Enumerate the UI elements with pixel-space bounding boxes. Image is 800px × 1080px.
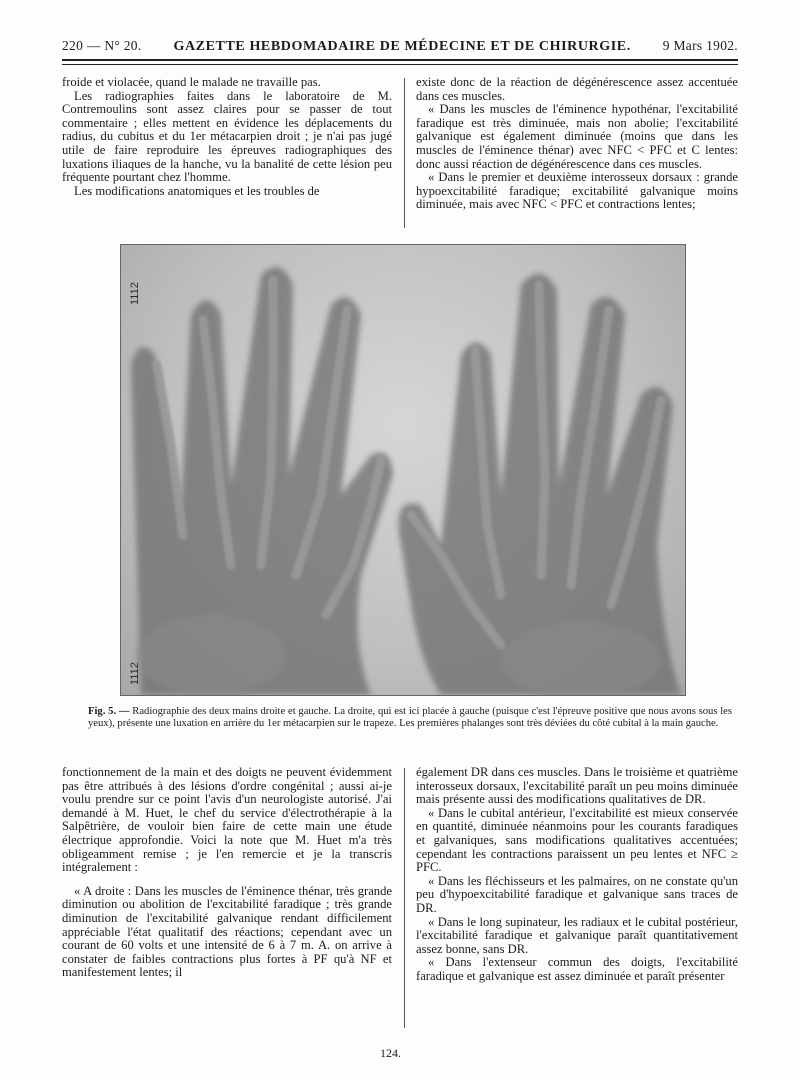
paragraph: fonctionnement de la main et des doigts ne peuvent évidemment pas être attribués à des lésions d'ordre congénital ; aussi ai-je voulu prendre sur ce point l'avis d'un neurologiste autorisé. J'ai demandé à M. Huet, le chef du service d'électrothérapie à la Salpêtrière, de vouloir bien faire de cette main une étude électrique approfondie. Voici la note que M. Huet m'a très obligeamment remise ; je l'en remercie et je la transcris intégralement :: [62, 766, 392, 875]
paragraph: « Dans le long supinateur, les radiaux et le cubital postérieur, l'excitabilité faradique et galvanique paraît quantitativement assez bonne, sans DR.: [416, 914, 738, 956]
top-right-column: [416, 76, 738, 236]
paragraph: « Dans l'extenseur commun des doigts, l'excitabilité faradique et galvanique est assez diminuée et paraît présenter: [416, 955, 738, 983]
paragraph: existe donc de la réaction de dégénérescence assez accentuée dans ces muscles.: [416, 76, 738, 103]
running-header: [62, 38, 738, 55]
paragraph: « A droite : Dans les muscles de l'éminence thénar, très grande diminution ou abolition de l'excitabilité faradique ; très grande diminution de l'excitabilité galvanique rendant difficilement appréciable l'état qualitatif des réactions; cependant avec un courant de 60 volts et une intensité de 6 à 7 m. A. on arrive à constater de faibles contractions plus fortes à PF qu'à NF et manifestement lentes; il: [62, 883, 392, 980]
header-rule-thin: [62, 64, 738, 65]
paragraph: froide et violacée, quand le malade ne travaille pas.: [62, 76, 321, 89]
folio-number: 124.: [380, 1046, 401, 1060]
paragraph: « Dans les fléchisseurs et les palmaires, on ne constate qu'un peu d'hypoexcitabilité faradique et galvanique sans traces de DR.: [416, 873, 738, 915]
bottom-left-column: [62, 766, 392, 1038]
paragraph: « Dans le cubital antérieur, l'excitabilité est mieux conservée en quantité, diminuée néanmoins pour les courants faradiques et galvaniques, sans modifications qualitatives accentuées; cependant les contractions paraissent un peu lentes et NFC ≥ PFC.: [416, 805, 738, 875]
radiograph-figure: [120, 244, 686, 696]
issue-number: — N° 20.: [86, 38, 142, 53]
plate-number-top: 1112: [129, 282, 141, 305]
figure-label: Fig. 5. —: [88, 706, 130, 717]
header-rule: [62, 59, 738, 61]
column-divider: [404, 78, 405, 228]
page-number-issue: [62, 38, 142, 54]
top-left-column: [62, 76, 392, 236]
journal-title: GAZETTE HEBDOMADAIRE DE MÉDECINE ET DE CHIRURGIE.: [173, 39, 631, 54]
bottom-right-column: [416, 766, 738, 1038]
paragraph: également DR dans ces muscles. Dans le troisième et quatrième interosseux dorsaux, l'excitabilité paraît un peu moins diminuée mais présente aussi des modifications qualitatives de DR.: [416, 766, 738, 807]
paragraph: Les radiographies faites dans le laboratoire de M. Contremoulins sont assez claires pour se passer de tout commentaire ; elles mettent en évidence les déplacements du radius, du cubitus et du 1er métacarpien droit ; je n'ai pas jugé utile de faire reproduire les épreuves radiographiques des luxations iliaques de la hanche, vu la banalité de cette lésion peu fréquente pourtant chez l'homme.: [62, 88, 392, 185]
paragraph: « Dans les muscles de l'éminence hypothénar, l'excitabilité faradique est très diminuée, mais non abolie; l'excitabilité galvanique est également diminuée (moins que dans les muscles de l'éminence thénar) avec NFC < PFC et C lentes: donc aussi réaction de dégénérescence dans ces muscles.: [416, 102, 738, 171]
radiograph-hands-image: [121, 245, 685, 695]
page-number: 220: [62, 38, 84, 53]
paragraph: Les modifications anatomiques et les troubles de: [74, 183, 320, 198]
issue-date: 9 Mars 1902.: [662, 38, 738, 53]
caption-text: Radiographie des deux mains droite et gauche. La droite, qui est ici placée à gauche (puisque c'est l'épreuve positive que nous avons sous les yeux), présente une luxation en arrière du 1er métacarpien sur le trapeze. Les premières phalanges sont très déviées du côté cubital à la main gauche.: [88, 706, 732, 729]
plate-number-bottom: 1112: [129, 662, 141, 685]
figure-caption: [88, 706, 732, 730]
column-divider: [404, 768, 405, 1028]
paragraph: « Dans le premier et deuxième interosseux dorsaux : grande hypoexcitabilité faradique; excitabilité galvanique moins diminuée, mais avec NFC < PFC et contractions lentes;: [416, 170, 738, 212]
